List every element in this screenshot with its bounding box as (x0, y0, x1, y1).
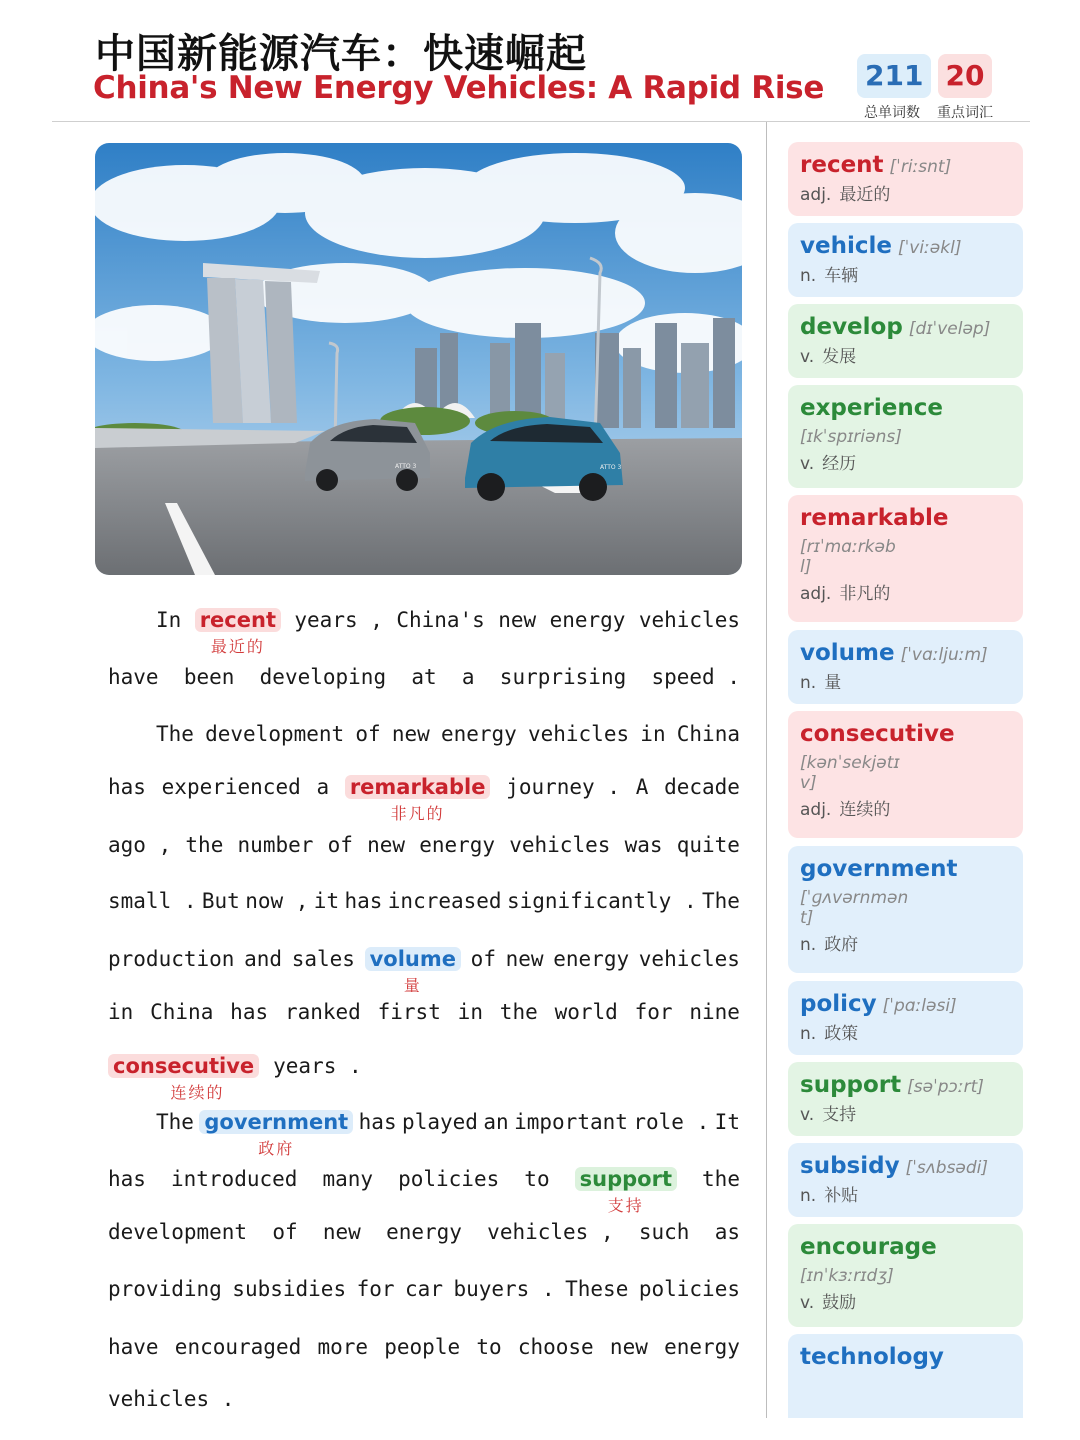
word: surprising (499, 665, 627, 689)
vocab-card-volume[interactable] (788, 630, 1023, 704)
word: have (108, 665, 159, 689)
word: in (108, 1000, 134, 1024)
word: the (499, 1000, 538, 1024)
word: The (701, 889, 740, 913)
vocab-word: consecutive (800, 721, 955, 747)
page-title-chinese: 中国新能源汽车：快速崛起 (95, 31, 587, 77)
word: important (514, 1110, 628, 1134)
word: more (317, 1335, 369, 1359)
word: energy (549, 608, 626, 632)
word: was (624, 833, 663, 857)
vocab-phonetic: [rɪˈmɑːrkəb (800, 537, 896, 557)
word: The (156, 1110, 194, 1134)
word: the (702, 1167, 740, 1191)
vocab-pos: n. (800, 1024, 817, 1044)
vocab-meaning: 政府 (824, 935, 859, 955)
vocab-pos: adj. (800, 800, 832, 820)
word: vehicles . (108, 1387, 235, 1411)
word: for (634, 1000, 673, 1024)
vocab-meaning: 量 (824, 673, 842, 693)
word: in (640, 722, 666, 746)
vocab-phonetic: [səˈpɔːrt] (907, 1077, 984, 1097)
vocab-phonetic: [ˈɡʌvərnmən (800, 888, 909, 908)
keyword-gloss: 支持 (607, 1196, 644, 1215)
key-words-count: 20 (938, 54, 993, 98)
vocab-phonetic: [ˈsʌbsədi] (905, 1158, 989, 1178)
vocab-card-develop[interactable] (788, 304, 1023, 378)
vocab-card-recent[interactable] (788, 142, 1023, 216)
word: energy (553, 947, 630, 971)
vocab-card-government[interactable] (788, 846, 1023, 973)
keyword-gloss: 连续的 (170, 1083, 225, 1102)
keyword-text: consecutive (113, 1054, 255, 1078)
vocab-word: experience (800, 395, 943, 421)
vocab-phonetic: [ˈviːəkl] (897, 238, 962, 258)
text-line (108, 1054, 740, 1102)
vocab-card-support[interactable] (788, 1062, 1023, 1136)
word: buyers . (453, 1277, 555, 1301)
keyword-government[interactable] (199, 1110, 353, 1158)
column-divider (766, 122, 767, 1418)
vocab-meaning-line (800, 930, 1011, 955)
word: an (483, 1110, 509, 1134)
vocab-pos: n. (800, 266, 817, 286)
word: new (322, 1220, 361, 1244)
word: it (313, 889, 340, 913)
text-line (108, 1167, 740, 1215)
vocab-phonetic: [ˈvɑːljuːm] (900, 645, 988, 665)
word: increased (387, 889, 502, 913)
vocab-word: vehicle (800, 233, 892, 259)
word: ranked (284, 1000, 361, 1024)
text-line (108, 833, 740, 857)
vocab-pos: adj. (800, 584, 832, 604)
word: small . (108, 889, 197, 913)
vocab-meaning-line (800, 579, 1011, 604)
text-line (108, 722, 740, 746)
vocab-meaning-line (800, 180, 1011, 205)
word: years . (273, 1054, 362, 1078)
word: years , (294, 608, 383, 632)
vocab-pos: v. (800, 347, 815, 367)
word: energy (386, 1220, 462, 1244)
word: of (327, 833, 353, 857)
keyword-text: remarkable (349, 775, 486, 799)
word: introduced (170, 1167, 298, 1191)
word: such (638, 1220, 690, 1244)
word: to (524, 1167, 550, 1191)
word: has (108, 775, 146, 799)
keyword-gloss: 量 (403, 976, 422, 995)
text-line (108, 1000, 740, 1024)
word: world (554, 1000, 618, 1024)
word: sales (291, 947, 355, 971)
word: many (322, 1167, 374, 1191)
vocab-meaning: 连续的 (839, 800, 891, 820)
vocab-card-encourage[interactable] (788, 1224, 1023, 1327)
word: encouraged (174, 1335, 302, 1359)
header-divider (52, 121, 1030, 122)
vocab-meaning-line (800, 795, 1011, 820)
keyword-remarkable[interactable] (345, 775, 491, 823)
vocab-pos: n. (800, 1186, 817, 1206)
total-words-stat (857, 54, 927, 122)
word: development (205, 722, 345, 746)
vocab-word: subsidy (800, 1153, 900, 1179)
vocab-word: policy (800, 991, 877, 1017)
word: ago , (108, 833, 172, 857)
word: first (377, 1000, 441, 1024)
word: has (344, 889, 383, 913)
vocab-meaning: 最近的 (839, 185, 891, 205)
word: quite (676, 833, 740, 857)
word: energy (440, 722, 517, 746)
vocab-card-experience[interactable] (788, 385, 1023, 488)
word: energy (664, 1335, 740, 1359)
total-words-count: 211 (857, 54, 931, 98)
key-words-label: 重点词汇 (937, 105, 993, 121)
word: new (609, 1335, 648, 1359)
page-title-english: China's New Energy Vehicles: A Rapid Rise (93, 70, 825, 106)
word: significantly . (506, 889, 697, 913)
word: has (230, 1000, 269, 1024)
keyword-text: government (204, 1110, 349, 1134)
vocab-meaning-line (800, 668, 1011, 693)
vocab-card-consecutive[interactable] (788, 711, 1023, 838)
text-line (108, 608, 740, 656)
word: China (676, 722, 740, 746)
word: new (367, 833, 405, 857)
vocab-pos: n. (800, 673, 817, 693)
vocab-meaning-line (800, 1100, 1011, 1125)
word: nine (689, 1000, 740, 1024)
word: car (405, 1277, 443, 1301)
vocab-card-technology[interactable] (788, 1334, 1023, 1418)
word: It (714, 1110, 740, 1134)
vocab-phonetic-continued: v] (800, 773, 817, 793)
word: developing (259, 665, 387, 689)
text-line (108, 1277, 740, 1301)
vocab-meaning-line (800, 449, 1011, 474)
word: decade (664, 775, 740, 799)
vocab-phonetic: [ɪnˈkɜːrɪdʒ] (800, 1266, 894, 1286)
vocab-meaning: 政策 (824, 1024, 859, 1044)
word: of (272, 1220, 298, 1244)
vocab-pos: n. (800, 935, 817, 955)
word: providing (108, 1277, 222, 1301)
text-line (108, 947, 740, 995)
word: vehicles (638, 608, 740, 632)
word: These (565, 1277, 629, 1301)
word: role . (633, 1110, 710, 1134)
word: in (457, 1000, 483, 1024)
word: journey . (506, 775, 620, 799)
vocab-meaning-line (800, 1019, 1011, 1044)
word: The (156, 722, 194, 746)
vocab-meaning: 车辆 (824, 266, 859, 286)
vocab-meaning-line (800, 342, 1011, 367)
word: has (358, 1110, 397, 1134)
vocab-meaning: 发展 (822, 347, 857, 367)
word: But (201, 889, 240, 913)
vocab-word: technology (800, 1344, 944, 1370)
word: vehicles (638, 947, 740, 971)
word: played (402, 1110, 478, 1134)
word: energy (419, 833, 496, 857)
keyword-volume[interactable] (365, 947, 461, 995)
vocab-word: develop (800, 314, 903, 340)
keyword-gloss: 非凡的 (390, 804, 445, 823)
vocab-word: remarkable (800, 505, 949, 531)
word: as (714, 1220, 740, 1244)
word: policies (398, 1167, 500, 1191)
text-line (108, 1335, 740, 1359)
word: people (384, 1335, 461, 1359)
keyword-text: recent (199, 608, 276, 632)
vocab-card-remarkable[interactable] (788, 495, 1023, 622)
word: have (108, 1335, 159, 1359)
vocab-word: encourage (800, 1234, 937, 1260)
keyword-text: support (579, 1167, 672, 1191)
word: vehicles , (487, 1220, 614, 1244)
word: vehicles (509, 833, 611, 857)
vocab-phonetic-continued: l] (800, 557, 812, 577)
word: been (183, 665, 235, 689)
vocab-card-subsidy[interactable] (788, 1143, 1023, 1217)
silver-car-badge: ATTO 3 (395, 463, 417, 470)
vocab-meaning: 经历 (822, 454, 857, 474)
vocab-phonetic-continued: t] (800, 908, 814, 928)
vocab-meaning: 非凡的 (839, 584, 891, 604)
keyword-gloss: 政府 (258, 1139, 295, 1158)
vocab-meaning: 支持 (822, 1105, 857, 1125)
word: of (470, 947, 496, 971)
word: a (461, 665, 475, 689)
total-words-label: 总单词数 (864, 105, 920, 121)
text-line (108, 775, 740, 823)
word: of (355, 722, 381, 746)
vocab-phonetic: [kənˈsekjətɪ (800, 753, 900, 773)
keyword-recent[interactable] (195, 608, 281, 656)
word: production (108, 947, 235, 971)
vocab-phonetic: [ˈriːsnt] (889, 157, 952, 177)
word: choose (517, 1335, 594, 1359)
keyword-consecutive[interactable] (108, 1054, 259, 1102)
word: A (635, 775, 649, 799)
city-road-cars-illustration (95, 143, 742, 575)
word: at (411, 665, 437, 689)
vocab-pos: v. (800, 1105, 815, 1125)
key-words-stat (930, 54, 1000, 122)
word: China (150, 1000, 214, 1024)
vocab-meaning: 鼓励 (822, 1293, 857, 1313)
word: policies (638, 1277, 740, 1301)
word: a (316, 775, 330, 799)
word: to (476, 1335, 502, 1359)
vocab-meaning: 补贴 (824, 1186, 859, 1206)
vocab-pos: adj. (800, 185, 832, 205)
text-line (108, 1110, 740, 1158)
keyword-text: volume (369, 947, 456, 971)
vocab-phonetic: [ˈpɑːləsi] (882, 996, 957, 1016)
word: number (237, 833, 314, 857)
vocab-word: support (800, 1072, 902, 1098)
word: new (505, 947, 544, 971)
word: new (391, 722, 430, 746)
vocab-word: recent (800, 152, 884, 178)
vocab-meaning-line (800, 1288, 1011, 1313)
vocab-word: volume (800, 640, 895, 666)
vocab-pos: v. (800, 1293, 815, 1313)
keyword-gloss: 最近的 (210, 637, 265, 656)
word: for (356, 1277, 395, 1301)
word: speed . (651, 665, 740, 689)
word: new (498, 608, 537, 632)
word: subsidies (232, 1277, 347, 1301)
text-line (108, 889, 740, 913)
article-photo (95, 143, 742, 575)
vocab-meaning-line (800, 261, 1011, 286)
vocab-card-vehicle[interactable] (788, 223, 1023, 297)
word: the (185, 833, 224, 857)
word: In (156, 608, 182, 632)
word: development (108, 1220, 248, 1244)
vocab-phonetic: [dɪˈveləp] (908, 319, 991, 339)
vocab-phonetic: [ɪkˈspɪriəns] (800, 427, 902, 447)
text-line (108, 1387, 740, 1411)
word: experienced (161, 775, 301, 799)
vocab-card-policy[interactable] (788, 981, 1023, 1055)
word: China's (396, 608, 485, 632)
vocab-meaning-line (800, 1181, 1011, 1206)
text-line (108, 1220, 740, 1244)
word: and (244, 947, 283, 971)
header (0, 0, 1080, 122)
blue-car-badge: ATTO 3 (600, 464, 622, 471)
vocab-word: government (800, 856, 958, 882)
vocab-pos: v. (800, 454, 815, 474)
word: vehicles (527, 722, 630, 746)
text-line (108, 665, 740, 689)
word: has (108, 1167, 146, 1191)
word: now , (245, 889, 309, 913)
keyword-support[interactable] (575, 1167, 677, 1215)
